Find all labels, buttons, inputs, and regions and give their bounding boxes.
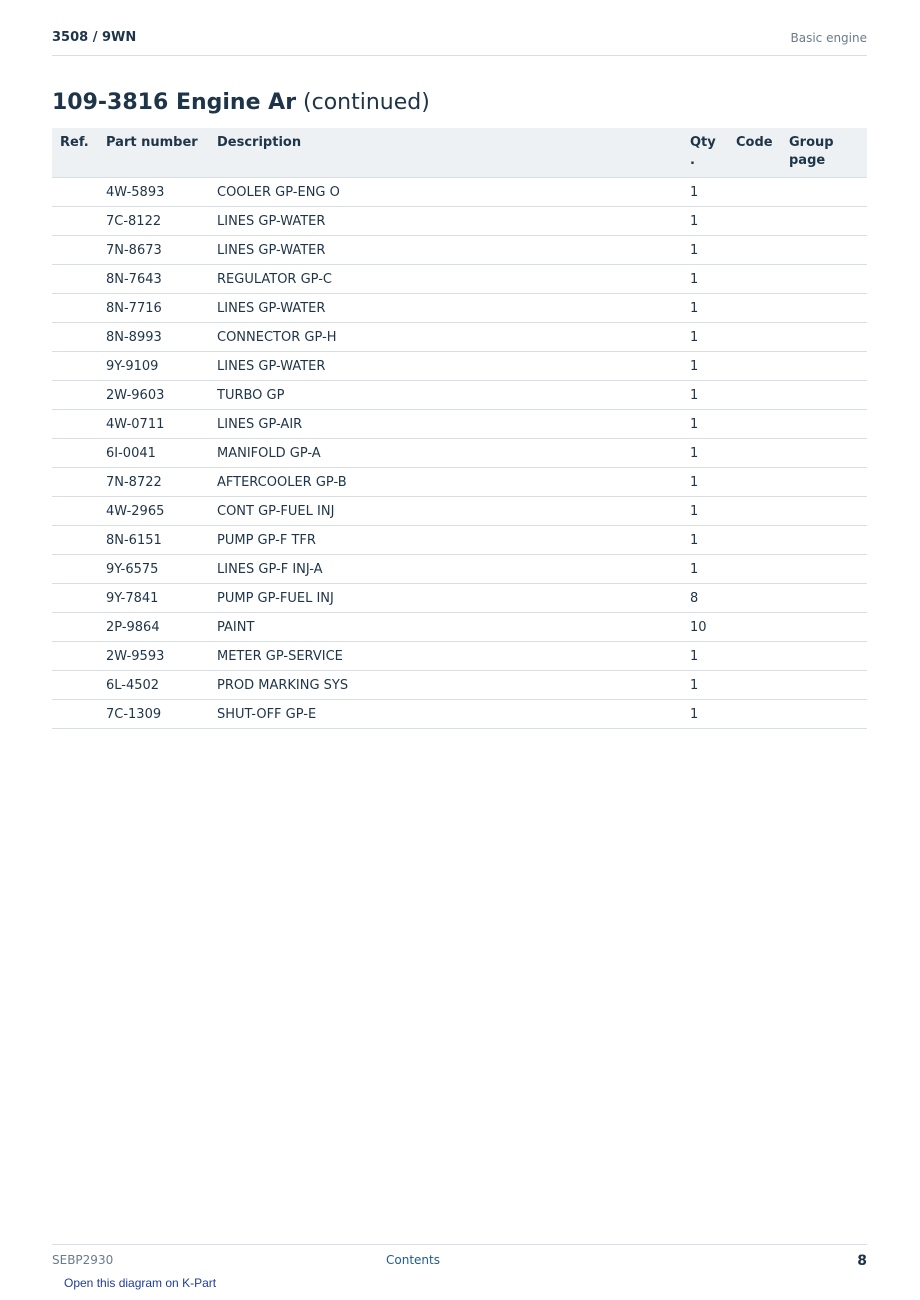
column-header-part-number: Part number <box>98 128 209 178</box>
table-row <box>52 497 867 526</box>
cell-description: LINES GP-WATER <box>209 207 682 236</box>
open-diagram-kpart-link[interactable]: Open this diagram on K-Part <box>64 1276 217 1290</box>
cell-part-number: 9Y-6575 <box>98 555 209 584</box>
cell-group-page <box>781 584 867 613</box>
cell-qty: 1 <box>682 497 728 526</box>
cell-qty: 1 <box>682 236 728 265</box>
table-row <box>52 468 867 497</box>
cell-part-number: 4W-2965 <box>98 497 209 526</box>
cell-qty: 10 <box>682 613 728 642</box>
cell-qty: 1 <box>682 265 728 294</box>
cell-description: LINES GP-WATER <box>209 236 682 265</box>
page-title-suffix: (continued) <box>303 90 430 115</box>
cell-code <box>728 671 781 700</box>
cell-description: LINES GP-WATER <box>209 294 682 323</box>
cell-group-page <box>781 642 867 671</box>
cell-code <box>728 294 781 323</box>
cell-code <box>728 468 781 497</box>
contents-link[interactable]: Contents <box>386 1253 440 1267</box>
cell-part-number: 4W-5893 <box>98 178 209 207</box>
cell-ref <box>52 207 98 236</box>
table-row <box>52 700 867 729</box>
cell-qty: 1 <box>682 555 728 584</box>
cell-description: TURBO GP <box>209 381 682 410</box>
cell-group-page <box>781 410 867 439</box>
cell-description: METER GP-SERVICE <box>209 642 682 671</box>
cell-ref <box>52 381 98 410</box>
cell-ref <box>52 323 98 352</box>
cell-code <box>728 555 781 584</box>
document-id: SEBP2930 <box>52 1253 114 1267</box>
cell-qty: 1 <box>682 439 728 468</box>
cell-group-page <box>781 178 867 207</box>
cell-code <box>728 584 781 613</box>
column-header-code: Code <box>728 128 781 178</box>
table-row <box>52 584 867 613</box>
page-footer <box>52 1244 867 1275</box>
cell-ref <box>52 497 98 526</box>
column-header-qty-line1: Qty <box>690 135 716 150</box>
cell-code <box>728 207 781 236</box>
cell-group-page <box>781 439 867 468</box>
page-title <box>52 90 430 115</box>
cell-description: PUMP GP-FUEL INJ <box>209 584 682 613</box>
cell-description: AFTERCOOLER GP-B <box>209 468 682 497</box>
cell-qty: 1 <box>682 642 728 671</box>
cell-group-page <box>781 207 867 236</box>
table-row <box>52 352 867 381</box>
cell-qty: 1 <box>682 294 728 323</box>
cell-part-number: 6I-0041 <box>98 439 209 468</box>
cell-group-page <box>781 352 867 381</box>
cell-part-number: 7N-8722 <box>98 468 209 497</box>
page-title-main: 109-3816 Engine Ar <box>52 90 297 115</box>
table-header <box>52 128 867 178</box>
cell-description: REGULATOR GP-C <box>209 265 682 294</box>
column-header-qty <box>682 128 728 178</box>
cell-code <box>728 700 781 729</box>
cell-part-number: 7N-8673 <box>98 236 209 265</box>
cell-group-page <box>781 613 867 642</box>
cell-part-number: 4W-0711 <box>98 410 209 439</box>
cell-qty: 1 <box>682 410 728 439</box>
column-header-group-line1: Group <box>789 135 834 150</box>
cell-part-number: 6L-4502 <box>98 671 209 700</box>
column-header-description: Description <box>209 128 682 178</box>
cell-ref <box>52 671 98 700</box>
cell-ref <box>52 410 98 439</box>
cell-code <box>728 381 781 410</box>
cell-ref <box>52 236 98 265</box>
cell-part-number: 8N-8993 <box>98 323 209 352</box>
cell-code <box>728 236 781 265</box>
cell-ref <box>52 294 98 323</box>
cell-qty: 1 <box>682 381 728 410</box>
cell-part-number: 7C-1309 <box>98 700 209 729</box>
cell-ref <box>52 555 98 584</box>
cell-description: MANIFOLD GP-A <box>209 439 682 468</box>
cell-code <box>728 439 781 468</box>
cell-description: CONT GP-FUEL INJ <box>209 497 682 526</box>
table-row <box>52 323 867 352</box>
table-row <box>52 671 867 700</box>
parts-table <box>52 128 867 729</box>
cell-code <box>728 410 781 439</box>
cell-part-number: 2W-9593 <box>98 642 209 671</box>
column-header-group-line2: page <box>789 153 826 168</box>
cell-ref <box>52 526 98 555</box>
cell-description: PAINT <box>209 613 682 642</box>
cell-ref <box>52 613 98 642</box>
cell-ref <box>52 584 98 613</box>
cell-description: PROD MARKING SYS <box>209 671 682 700</box>
cell-description: LINES GP-F INJ-A <box>209 555 682 584</box>
cell-group-page <box>781 671 867 700</box>
cell-code <box>728 178 781 207</box>
table-row <box>52 178 867 207</box>
cell-ref <box>52 700 98 729</box>
cell-part-number: 2P-9864 <box>98 613 209 642</box>
cell-qty: 1 <box>682 207 728 236</box>
cell-part-number: 8N-7643 <box>98 265 209 294</box>
cell-qty: 1 <box>682 671 728 700</box>
cell-description: LINES GP-AIR <box>209 410 682 439</box>
cell-qty: 1 <box>682 178 728 207</box>
table-row <box>52 613 867 642</box>
table-body <box>52 178 867 729</box>
cell-qty: 1 <box>682 323 728 352</box>
section-label: Basic engine <box>790 31 867 45</box>
table-row <box>52 642 867 671</box>
cell-group-page <box>781 236 867 265</box>
model-label: 3508 / 9WN <box>52 30 137 45</box>
column-header-qty-line2: . <box>690 153 695 168</box>
cell-code <box>728 323 781 352</box>
cell-group-page <box>781 497 867 526</box>
cell-code <box>728 526 781 555</box>
cell-ref <box>52 439 98 468</box>
cell-code <box>728 265 781 294</box>
column-header-group-page <box>781 128 867 178</box>
cell-ref <box>52 468 98 497</box>
cell-part-number: 8N-7716 <box>98 294 209 323</box>
cell-group-page <box>781 526 867 555</box>
cell-code <box>728 497 781 526</box>
cell-code <box>728 352 781 381</box>
cell-code <box>728 642 781 671</box>
cell-part-number: 7C-8122 <box>98 207 209 236</box>
table-row <box>52 410 867 439</box>
page-header <box>52 28 867 56</box>
cell-qty: 8 <box>682 584 728 613</box>
table-row <box>52 265 867 294</box>
cell-ref <box>52 265 98 294</box>
cell-group-page <box>781 323 867 352</box>
page-number: 8 <box>857 1253 867 1269</box>
table-row <box>52 555 867 584</box>
cell-part-number: 9Y-9109 <box>98 352 209 381</box>
cell-group-page <box>781 381 867 410</box>
cell-ref <box>52 642 98 671</box>
cell-ref <box>52 178 98 207</box>
cell-code <box>728 613 781 642</box>
cell-qty: 1 <box>682 468 728 497</box>
cell-group-page <box>781 700 867 729</box>
cell-qty: 1 <box>682 352 728 381</box>
table-row <box>52 526 867 555</box>
table-row <box>52 236 867 265</box>
cell-part-number: 8N-6151 <box>98 526 209 555</box>
cell-description: LINES GP-WATER <box>209 352 682 381</box>
table-row <box>52 381 867 410</box>
cell-description: PUMP GP-F TFR <box>209 526 682 555</box>
cell-group-page <box>781 265 867 294</box>
cell-group-page <box>781 468 867 497</box>
column-header-ref: Ref. <box>52 128 98 178</box>
cell-description: COOLER GP-ENG O <box>209 178 682 207</box>
table-row <box>52 439 867 468</box>
table-header-row <box>52 128 867 178</box>
cell-part-number: 9Y-7841 <box>98 584 209 613</box>
table-row <box>52 294 867 323</box>
cell-group-page <box>781 294 867 323</box>
cell-qty: 1 <box>682 700 728 729</box>
cell-qty: 1 <box>682 526 728 555</box>
cell-group-page <box>781 555 867 584</box>
cell-ref <box>52 352 98 381</box>
cell-description: CONNECTOR GP-H <box>209 323 682 352</box>
cell-description: SHUT-OFF GP-E <box>209 700 682 729</box>
table-row <box>52 207 867 236</box>
cell-part-number: 2W-9603 <box>98 381 209 410</box>
